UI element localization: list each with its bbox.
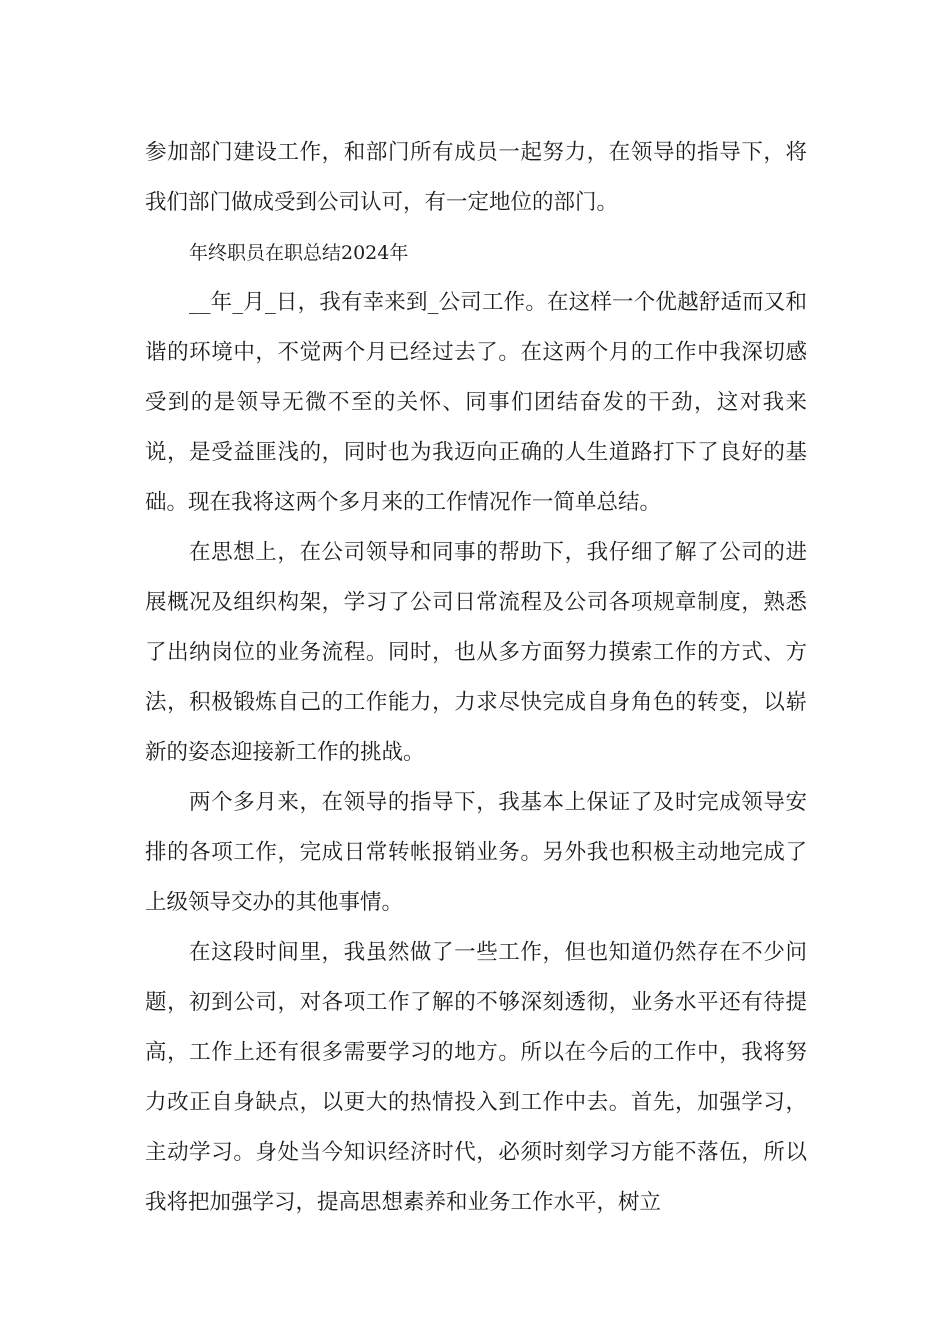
section-title: 年终职员在职总结2024年 [189,242,409,264]
paragraph-intro: __年_月_日，我有幸来到_公司工作。在这样一个优越舒适而又和谐的环境中，不觉两个月已经过去了。在这两个月的工作中我深切感受到的是领导无微不至的关怀、同事们团结奋发的干劲，这对我来说，是受益匪浅的，同时也为我迈向正确的人生道路打下了良好的基础。现在我将这两个多月来的工作情况作一简单总结。 [145,290,807,515]
document-body [145,128,807,1228]
paragraph-problems: 在这段时间里，我虽然做了一些工作，但也知道仍然存在不少问题，初到公司，对各项工作了解的不够深刻透彻，业务水平还有待提高，工作上还有很多需要学习的地方。所以在今后的工作中，我将努力改正自身缺点，以更大的热情投入到工作中去。首先，加强学习，主动学习。身处当今知识经济时代，必须时刻学习方能不落伍，所以我将把加强学习，提高思想素养和业务工作水平，树立 [145,940,807,1215]
paragraph-thought: 在思想上，在公司领导和同事的帮助下，我仔细了解了公司的进展概况及组织构架，学习了公司日常流程及公司各项规章制度，熟悉了出纳岗位的业务流程。同时，也从多方面努力摸索工作的方式、方法，积极锻炼自己的工作能力，力求尽快完成自身角色的转变，以崭新的姿态迎接新工作的挑战。 [145,540,807,765]
paragraph-work: 两个多月来，在领导的指导下，我基本上保证了及时完成领导安排的各项工作，完成日常转帐报销业务。另外我也积极主动地完成了上级领导交办的其他事情。 [145,790,807,915]
paragraph-continuation: 参加部门建设工作，和部门所有成员一起努力，在领导的指导下，将我们部门做成受到公司认可，有一定地位的部门。 [145,140,807,215]
